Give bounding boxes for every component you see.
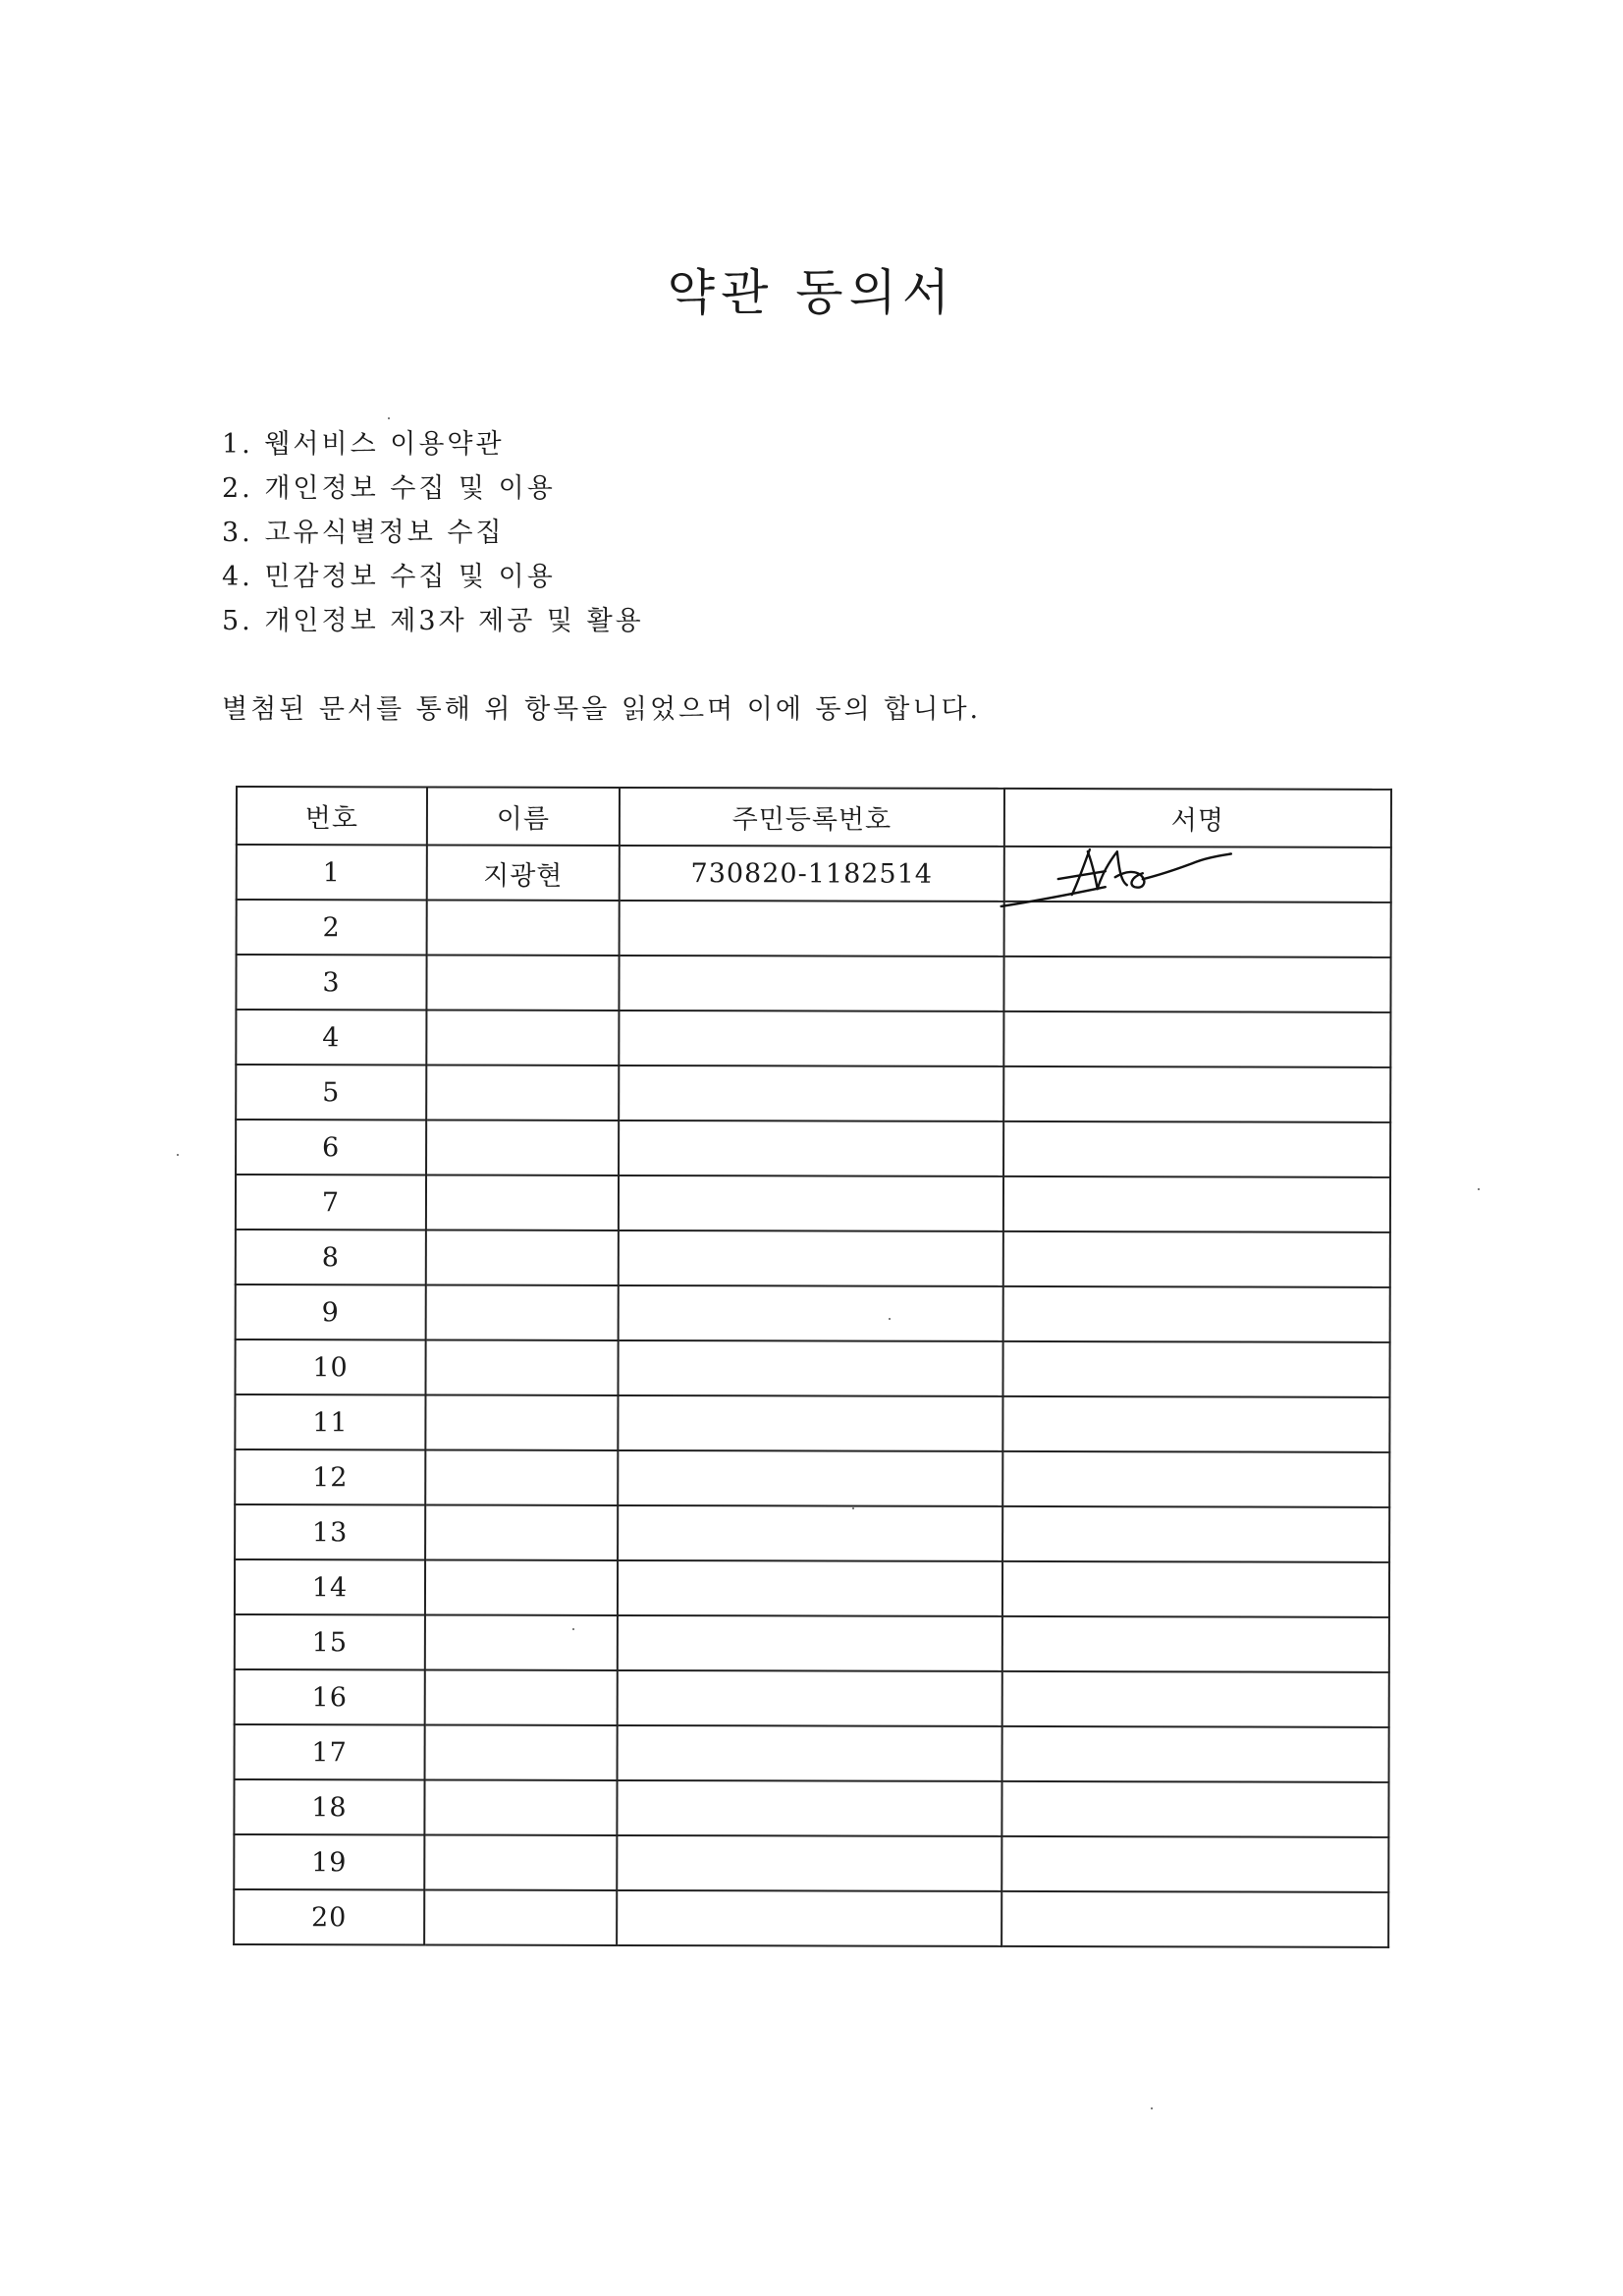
scan-speck xyxy=(388,417,390,419)
row-signature xyxy=(1002,1506,1389,1562)
row-resident-number xyxy=(618,1450,1002,1506)
row-signature xyxy=(1002,1561,1389,1617)
row-number: 19 xyxy=(234,1834,424,1889)
row-resident-number xyxy=(618,1615,1002,1671)
row-number: 8 xyxy=(236,1230,426,1285)
signature-stroke xyxy=(1115,872,1145,888)
table-row xyxy=(234,1834,1388,1892)
header-signature: 서명 xyxy=(1004,789,1391,847)
table-header-row xyxy=(237,787,1391,847)
row-resident-number: 730820-1182514 xyxy=(620,846,1004,902)
row-name xyxy=(425,1724,618,1779)
row-number: 2 xyxy=(237,900,427,955)
row-name xyxy=(425,1449,618,1504)
scan-speck xyxy=(852,1507,854,1509)
signature-stroke xyxy=(1072,849,1090,895)
row-name xyxy=(425,1394,618,1449)
scan-speck xyxy=(889,1318,891,1320)
table-row xyxy=(236,1230,1390,1287)
table-row xyxy=(236,1175,1390,1232)
row-signature xyxy=(1003,1231,1390,1287)
table-row xyxy=(235,1339,1389,1397)
row-resident-number xyxy=(619,1285,1003,1341)
row-signature xyxy=(1002,1616,1389,1672)
header-resident-number: 주민등록번호 xyxy=(620,788,1004,847)
scan-speck xyxy=(177,1154,179,1156)
row-resident-number xyxy=(618,1505,1002,1561)
row-signature xyxy=(1004,847,1391,902)
row-signature xyxy=(1002,1451,1389,1507)
agreement-statement: 별첨된 문서를 통해 위 항목을 읽었으며 이에 동의 합니다. xyxy=(222,694,982,725)
row-name: 지광현 xyxy=(427,845,620,900)
row-number: 10 xyxy=(235,1339,425,1394)
row-signature xyxy=(1003,1286,1390,1342)
header-name: 이름 xyxy=(427,787,620,845)
row-signature xyxy=(1002,1726,1389,1782)
terms-item: 1. 웹서비스 이용약관 xyxy=(222,429,505,460)
row-number: 4 xyxy=(236,1010,426,1065)
row-signature xyxy=(1003,1121,1390,1177)
row-name xyxy=(425,1614,618,1669)
signature-stroke xyxy=(1088,851,1098,889)
row-resident-number xyxy=(618,1670,1002,1726)
row-number: 6 xyxy=(236,1120,426,1175)
row-signature xyxy=(1002,1396,1389,1452)
terms-item: 2. 개인정보 수집 및 이용 xyxy=(222,473,556,504)
table-row xyxy=(237,845,1391,902)
row-resident-number xyxy=(618,1395,1002,1451)
row-name xyxy=(424,1779,617,1834)
table-row xyxy=(235,1614,1389,1672)
table-row xyxy=(234,1889,1388,1947)
row-number: 11 xyxy=(235,1394,425,1449)
row-name xyxy=(426,955,619,1010)
row-number: 7 xyxy=(236,1175,426,1230)
terms-item: 4. 민감정보 수집 및 이용 xyxy=(222,562,556,592)
row-resident-number xyxy=(617,1835,1001,1891)
row-name xyxy=(426,1065,619,1120)
row-resident-number xyxy=(619,1175,1003,1231)
row-signature xyxy=(1003,1011,1390,1067)
row-signature xyxy=(1001,1836,1388,1892)
table-row xyxy=(235,1669,1389,1727)
row-number: 1 xyxy=(237,845,427,900)
row-resident-number xyxy=(617,1780,1001,1836)
table-row xyxy=(236,1285,1390,1342)
row-number: 14 xyxy=(235,1559,425,1614)
row-name xyxy=(426,1010,619,1065)
row-number: 20 xyxy=(234,1889,424,1944)
row-name xyxy=(425,1669,618,1724)
row-name xyxy=(426,1230,619,1285)
signature-stroke xyxy=(1098,851,1127,889)
terms-list xyxy=(222,422,644,643)
row-signature xyxy=(1003,957,1390,1012)
row-name xyxy=(424,1834,617,1889)
row-name xyxy=(425,1504,618,1559)
row-name xyxy=(424,1889,617,1944)
row-resident-number xyxy=(618,1560,1002,1616)
scan-speck xyxy=(572,1628,574,1630)
row-resident-number xyxy=(619,956,1003,1011)
row-number: 18 xyxy=(234,1779,424,1834)
signature-stroke xyxy=(1143,853,1231,879)
table-row xyxy=(235,1449,1389,1507)
row-number: 12 xyxy=(235,1449,425,1504)
table-row xyxy=(235,1724,1389,1782)
table-row xyxy=(237,900,1391,957)
row-number: 9 xyxy=(236,1285,426,1339)
table-row xyxy=(236,1120,1390,1177)
row-number: 5 xyxy=(236,1065,426,1120)
consent-table xyxy=(233,786,1392,1948)
row-number: 13 xyxy=(235,1504,425,1559)
row-number: 17 xyxy=(235,1724,425,1779)
table-row xyxy=(235,1559,1389,1617)
row-resident-number xyxy=(619,1066,1003,1121)
header-number: 번호 xyxy=(237,787,427,845)
row-signature xyxy=(1001,1781,1388,1837)
row-signature xyxy=(1003,1066,1390,1122)
page-title: 약관 동의서 xyxy=(667,264,956,321)
row-signature xyxy=(1003,1176,1390,1232)
row-name xyxy=(425,1559,618,1614)
row-name xyxy=(427,900,620,955)
table-row xyxy=(235,1394,1389,1452)
row-signature xyxy=(1004,902,1391,957)
row-resident-number xyxy=(619,1230,1003,1286)
table-row xyxy=(235,1504,1389,1562)
scan-speck xyxy=(1478,1188,1480,1190)
row-signature xyxy=(1002,1341,1389,1397)
row-name xyxy=(426,1285,619,1339)
row-resident-number xyxy=(619,1011,1003,1066)
table-body xyxy=(234,845,1391,1947)
terms-item: 3. 고유식별정보 수집 xyxy=(222,518,505,548)
terms-item: 5. 개인정보 제3자 제공 및 활용 xyxy=(222,606,644,636)
row-resident-number xyxy=(618,1725,1002,1781)
row-signature xyxy=(1002,1671,1389,1727)
scan-speck xyxy=(1151,2107,1153,2109)
row-name xyxy=(426,1120,619,1175)
row-number: 15 xyxy=(235,1614,425,1669)
row-number: 3 xyxy=(236,955,426,1010)
row-signature xyxy=(1001,1891,1388,1947)
row-resident-number xyxy=(620,901,1004,957)
row-number: 16 xyxy=(235,1669,425,1724)
table-row xyxy=(236,1065,1390,1122)
row-resident-number xyxy=(618,1340,1002,1396)
table-row xyxy=(236,1010,1390,1067)
table-row xyxy=(236,955,1390,1012)
row-resident-number xyxy=(617,1890,1001,1946)
row-resident-number xyxy=(619,1121,1003,1176)
row-name xyxy=(425,1339,618,1394)
row-name xyxy=(426,1175,619,1230)
table-row xyxy=(234,1779,1388,1837)
